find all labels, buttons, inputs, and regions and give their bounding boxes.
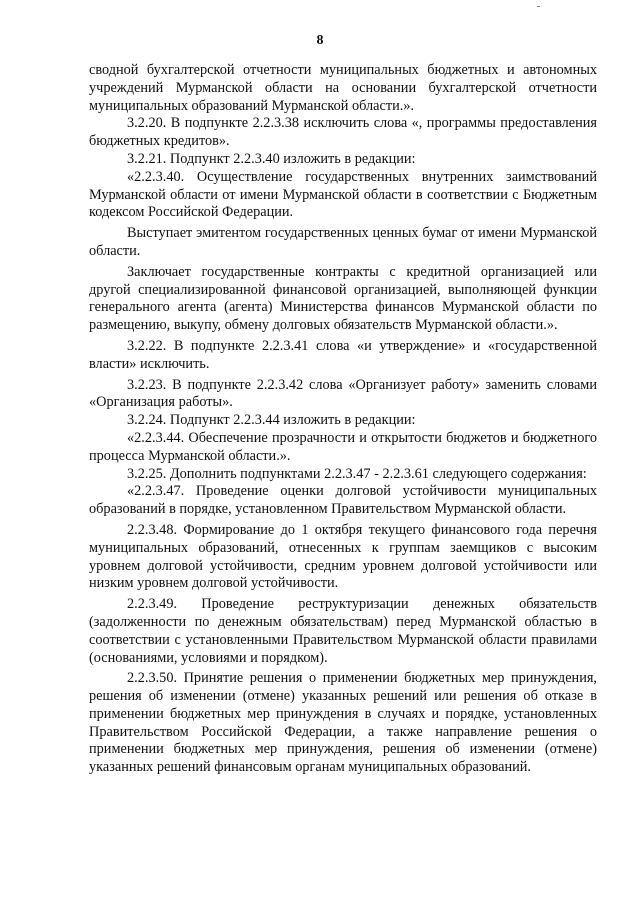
scan-mark <box>537 6 540 7</box>
paragraph: «2.2.3.47. Проведение оценки долговой устойчивости муниципальных образований в порядке, установленном Правительством Мурманской области. <box>89 483 597 518</box>
paragraph: сводной бухгалтерской отчетности муниципальных бюджетных и автономных учреждений Мурманской области на основании бухгалтерской отчетности муниципальных образований Мурманской области.». <box>89 62 597 114</box>
paragraph: 3.2.20. В подпункте 2.2.3.38 исключить слова «, программы предоставления бюджетных кредитов». <box>89 115 597 150</box>
paragraph: 3.2.23. В подпункте 2.2.3.42 слова «Организует работу» заменить словами «Организация работы». <box>89 376 597 411</box>
paragraph: 2.2.3.50. Принятие решения о применении бюджетных мер принуждения, решения об изменении (отмене) указанных решений или решения об отказе в применении бюджетных мер принуждения в случаях и порядке, установленных Правительством Российской Федерации, а также направление решения о применении бюджетных мер принуждения, решения об изменении (отмене) указанных решений финансовым органам муниципальных образований. <box>89 670 597 776</box>
document-body <box>89 62 597 777</box>
paragraph: «2.2.3.44. Обеспечение прозрачности и открытости бюджетов и бюджетного процесса Мурманской области.». <box>89 429 597 464</box>
paragraph: 3.2.25. Дополнить подпунктами 2.2.3.47 - 2.2.3.61 следующего содержания: <box>127 465 587 482</box>
paragraph: 3.2.21. Подпункт 2.2.3.40 изложить в редакции: <box>127 150 416 167</box>
paragraph: «2.2.3.40. Осуществление государственных внутренних заимствований Мурманской области от имени Мурманской области в соответствии с Бюджетным кодексом Российской Федерации. <box>89 168 597 221</box>
paragraph: 3.2.24. Подпункт 2.2.3.44 изложить в редакции: <box>127 412 416 429</box>
paragraph: 2.2.3.48. Формирование до 1 октября текущего финансового года перечня муниципальных образований, отнесенных к группам заемщиков с высоким уровнем долговой устойчивости, средним уровнем долговой устойчивости или низким уровнем долговой устойчивости. <box>89 521 597 592</box>
paragraph: Заключает государственные контракты с кредитной организацией или другой специализированной финансовой организацией, выполняющей функции генерального агента (агента) Министерства финансов Мурманской области по размещению, выкупу, обмену долговых обязательств Мурманской области.». <box>89 263 597 334</box>
paragraph: Выступает эмитентом государственных ценных бумаг от имени Мурманской области. <box>89 225 597 259</box>
paragraph: 3.2.22. В подпункте 2.2.3.41 слова «и утверждение» и «государственной власти» исключить. <box>89 337 597 372</box>
page-number: 8 <box>316 33 324 48</box>
paragraph: 2.2.3.49. Проведение реструктуризации денежных обязательств (задолженности по денежным обязательствам) перед Мурманской областью в соответствии с установленными Правительством Мурманской области правилами (основаниями, условиями и порядком). <box>89 596 597 666</box>
